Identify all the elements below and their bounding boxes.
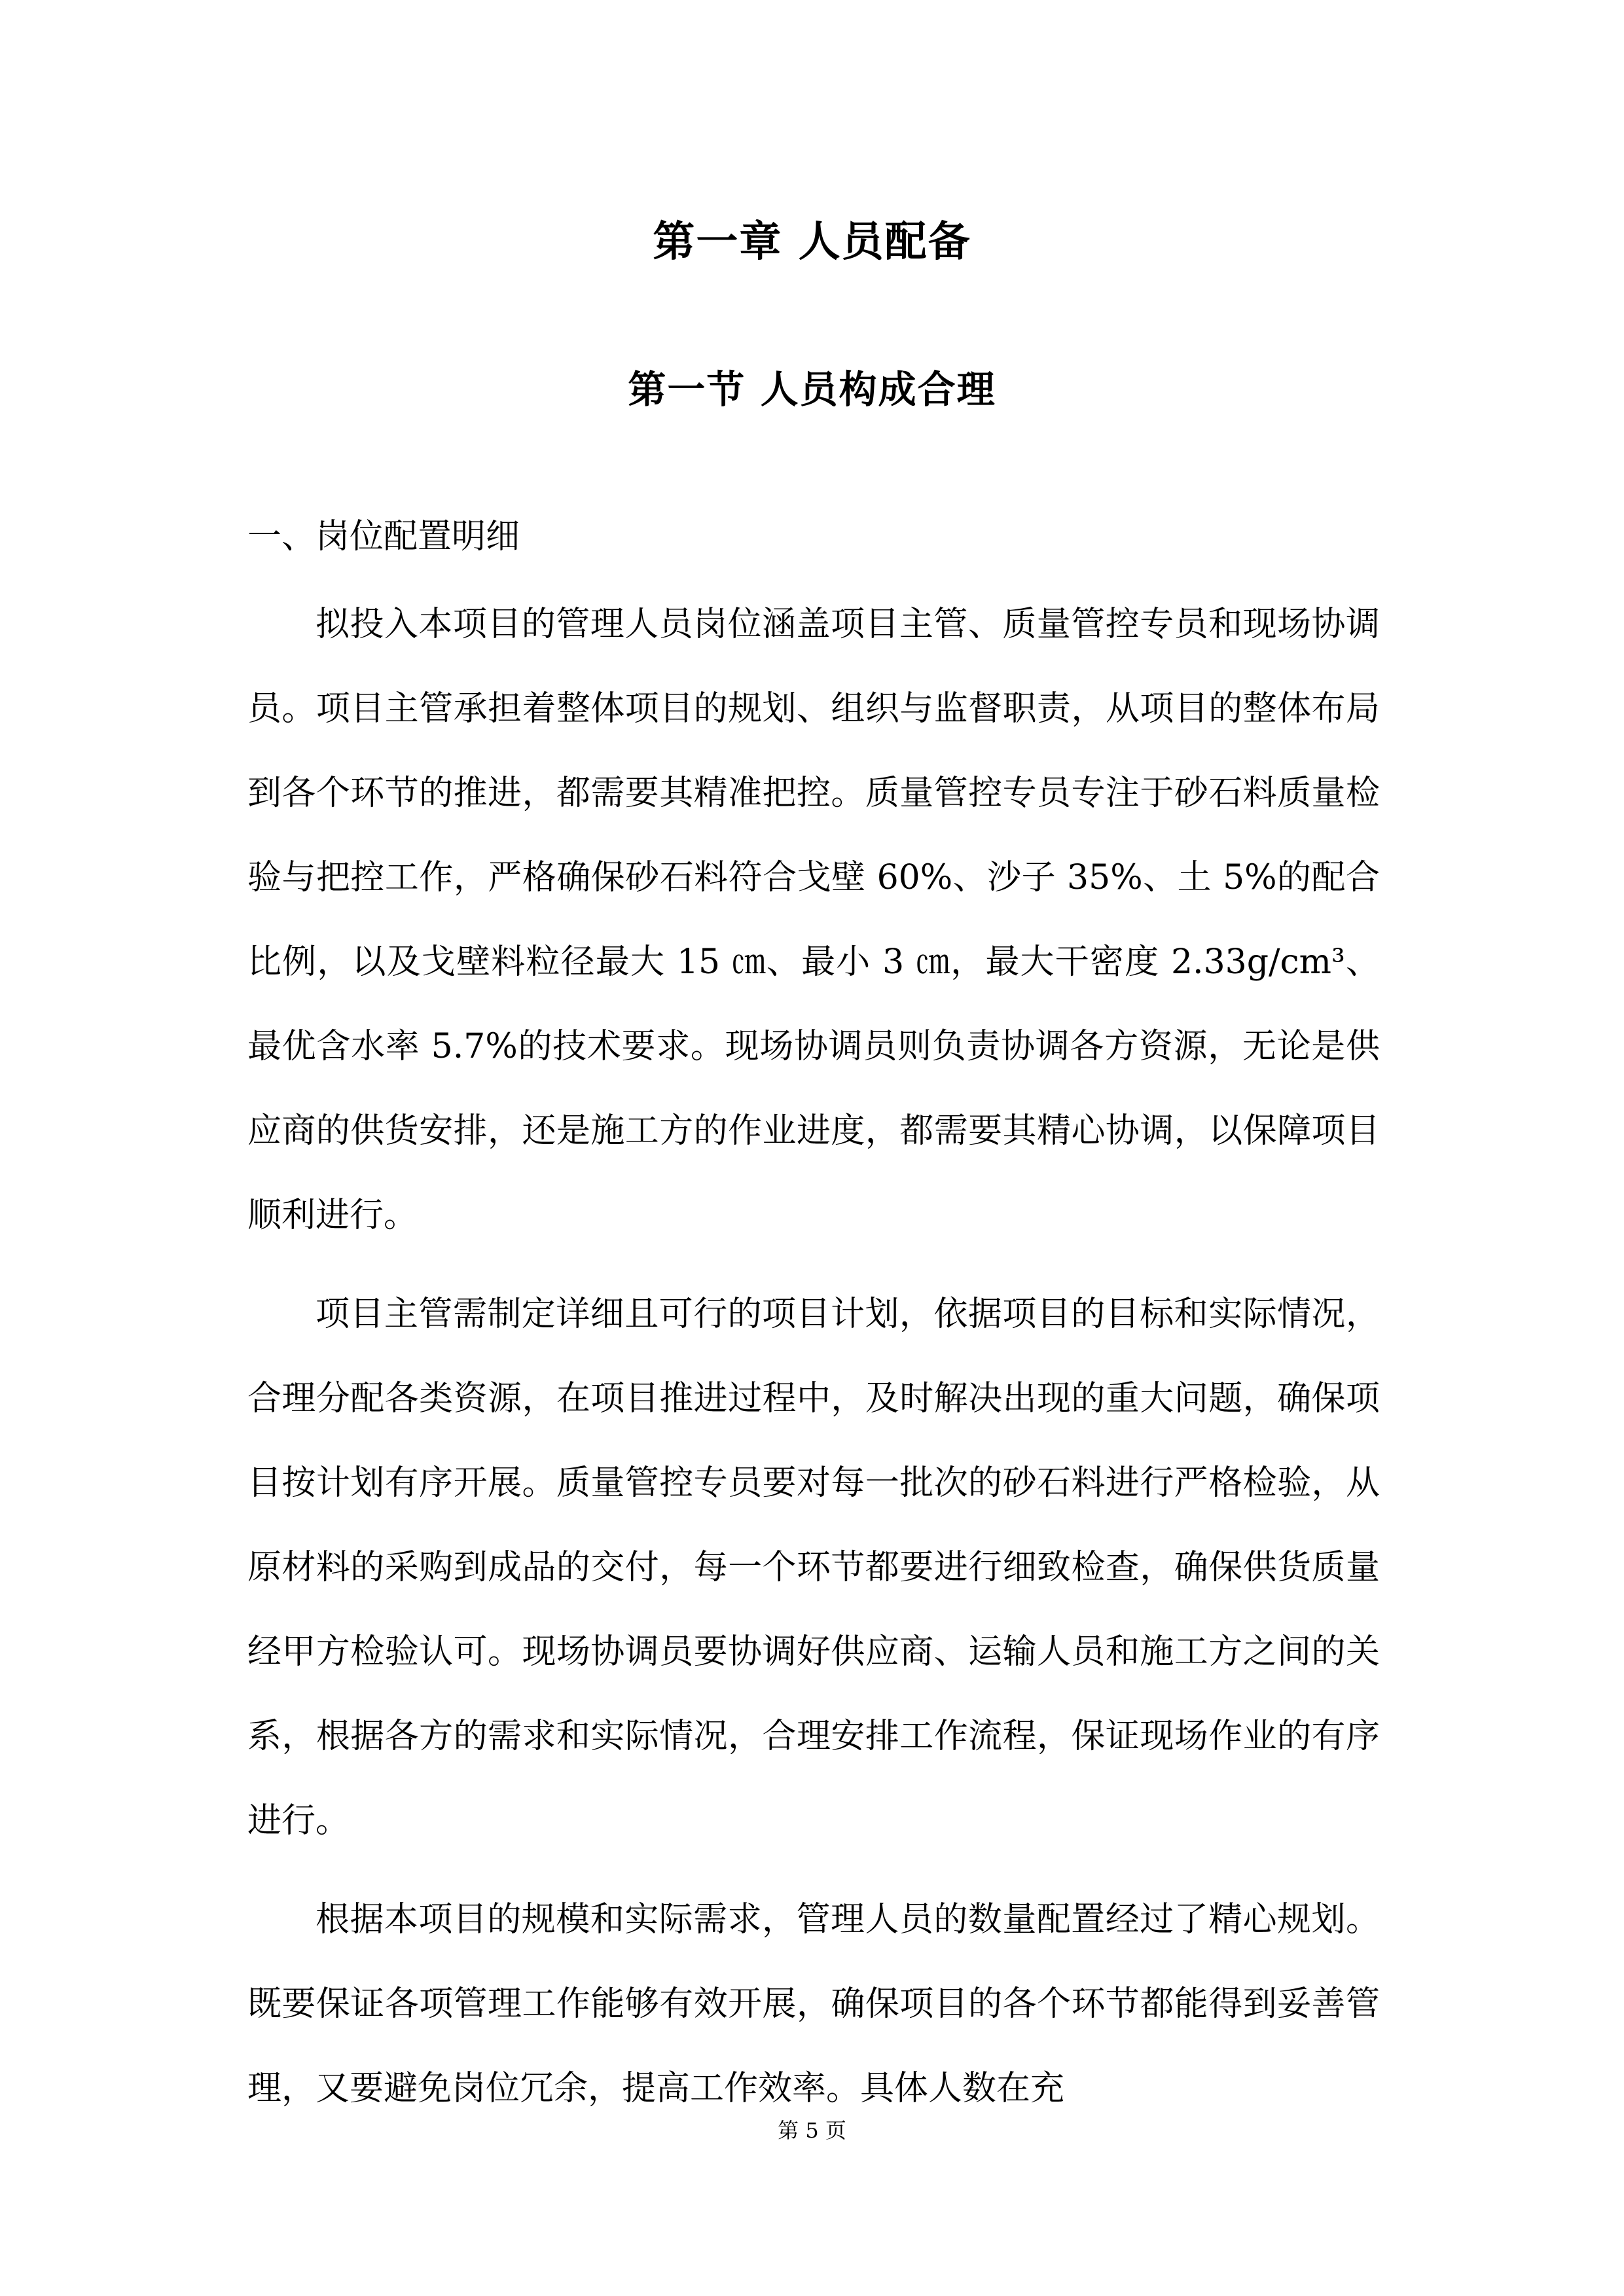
subheading-position-details: 一、岗位配置明细 <box>247 517 520 556</box>
paragraph-3: 根据本项目的规模和实际需求，管理人员的数量配置经过了精心规划。既要保证各项管理工作能够有效开展，确保项目的各个环节都能得到妥善管理，又要避免岗位冗余，提高工作效率。具体人数在充 <box>247 1900 1380 2108</box>
section-title: 第一节 人员构成合理 <box>628 367 996 412</box>
paragraph-1: 拟投入本项目的管理人员岗位涵盖项目主管、质量管控专员和现场协调员。项目主管承担着整体项目的规划、组织与监督职责，从项目的整体布局到各个环节的推进，都需要其精准把控。质量管控专员专注于砂石料质量检验与把控工作，严格确保砂石料符合戈壁 60%、沙子 35%、土 5%的配合比例，以及戈壁料粒径最大 15 ㎝、最小 3 ㎝，最大干密度 2.33g/cm³、最优含水率 5.7%的技术要求。现场协调员则负责协调各方资源，无论是供应商的供货安排，还是施工方的作业进度，都需要其精心协调，以保障项目顺利进行。 <box>247 605 1380 1235</box>
page-number: 第 5 页 <box>778 2118 846 2143</box>
body-text <box>247 583 1380 2131</box>
chapter-title: 第一章 人员配备 <box>653 217 971 266</box>
paragraph-2: 项目主管需制定详细且可行的项目计划，依据项目的目标和实际情况，合理分配各类资源，在项目推进过程中，及时解决出现的重大问题，确保项目按计划有序开展。质量管控专员要对每一批次的砂石料进行严格检验，从原材料的采购到成品的交付，每一个环节都要进行细致检查，确保供货质量经甲方检验认可。现场协调员要协调好供应商、运输人员和施工方之间的关系，根据各方的需求和实际情况，合理安排工作流程，保证现场作业的有序进行。 <box>247 1295 1380 1840</box>
